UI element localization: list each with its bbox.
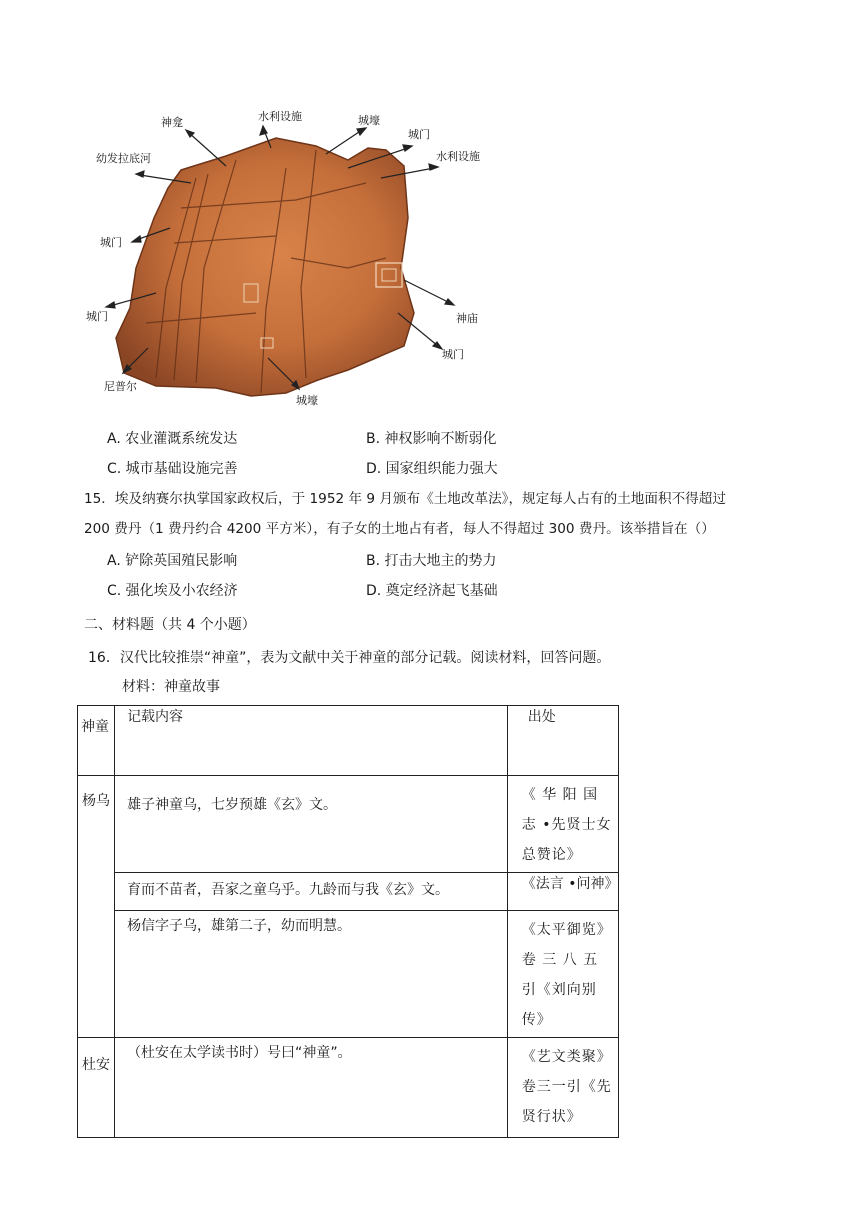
map-label-waterworks-1: 水利设施 — [258, 110, 302, 123]
q14-option-a: A. 农业灌溉系统发达 — [107, 431, 238, 447]
row-name-duan: 杜安 — [82, 1057, 110, 1073]
row-source: 《法言 •问神》 — [521, 876, 619, 892]
map-label-euphrates: 幼发拉底河 — [96, 152, 151, 165]
row-source: 《 华 阳 国 志 •先贤士女总赞论》 — [521, 787, 612, 863]
map-label-gate-4: 城门 — [442, 348, 464, 361]
header-name: 神童 — [81, 719, 109, 735]
row-content: 雄子神童乌，七岁预雄《玄》文。 — [127, 797, 338, 813]
map-label-nippur: 尼普尔 — [104, 380, 137, 393]
row-source: 《太平御览》卷 三 八 五 引《刘向别传》 — [521, 922, 612, 1028]
header-content: 记载内容 — [127, 709, 184, 725]
map-label-shrine: 神龛 — [161, 116, 183, 129]
q16-material-title: 材料：神童故事 — [122, 679, 220, 695]
table-header-row — [78, 706, 619, 776]
q15-stem-line-2: 200 费丹（1 费丹约合 4200 平方米），有子女的土地占有者，每人不得超过 300 费丹。该举措旨在（） — [84, 521, 715, 537]
map-label-gate-3: 城门 — [86, 310, 108, 323]
q14-option-b: B. 神权影响不断弱化 — [366, 431, 497, 447]
shentong-table — [77, 705, 619, 1138]
q14-option-d: D. 国家组织能力强大 — [366, 461, 498, 477]
table-row — [78, 1038, 619, 1138]
map-label-gate-2: 城门 — [100, 236, 122, 249]
map-label-moat-2: 城壕 — [296, 394, 318, 407]
row-content: （杜安在太学读书时）号曰“神童”。 — [127, 1045, 352, 1061]
map-label-moat-1: 城壕 — [358, 114, 380, 127]
header-source: 出处 — [527, 709, 556, 725]
row-source: 《艺文类聚》卷三一引《先贤行状》 — [521, 1049, 612, 1125]
q15-stem-line-1: 15．埃及纳赛尔执掌国家政权后，于 1952 年 9 月颁布《土地改革法》，规定每人占有的土地面积不得超过 — [84, 491, 726, 507]
row-name-yangwu: 杨乌 — [82, 793, 110, 809]
row-content: 育而不苗者，吾家之童乌乎。九龄而与我《玄》文。 — [127, 882, 450, 898]
map-label-gate-1: 城门 — [408, 128, 430, 141]
q15-option-a: A. 铲除英国殖民影响 — [107, 553, 238, 569]
row-content: 杨信字子乌，雄第二子，幼而明慧。 — [127, 918, 352, 934]
map-label-waterworks-2: 水利设施 — [436, 150, 480, 163]
tablet-shape — [116, 138, 414, 396]
q15-option-d: D. 奠定经济起飞基础 — [366, 583, 498, 599]
table-row — [78, 776, 619, 873]
table-row — [78, 911, 619, 1038]
section-2-heading: 二、材料题（共 4 个小题） — [84, 617, 256, 633]
q15-option-b: B. 打击大地主的势力 — [366, 553, 497, 569]
q15-option-c: C. 强化埃及小农经济 — [107, 583, 238, 599]
table-row — [78, 873, 619, 911]
q16-stem: 16．汉代比较推崇“神童”，表为文献中关于神童的部分记载。阅读材料，回答问题。 — [88, 650, 611, 666]
q14-option-c: C. 城市基础设施完善 — [107, 461, 238, 477]
nippur-map-figure — [86, 108, 506, 413]
map-label-temple: 神庙 — [456, 312, 478, 325]
